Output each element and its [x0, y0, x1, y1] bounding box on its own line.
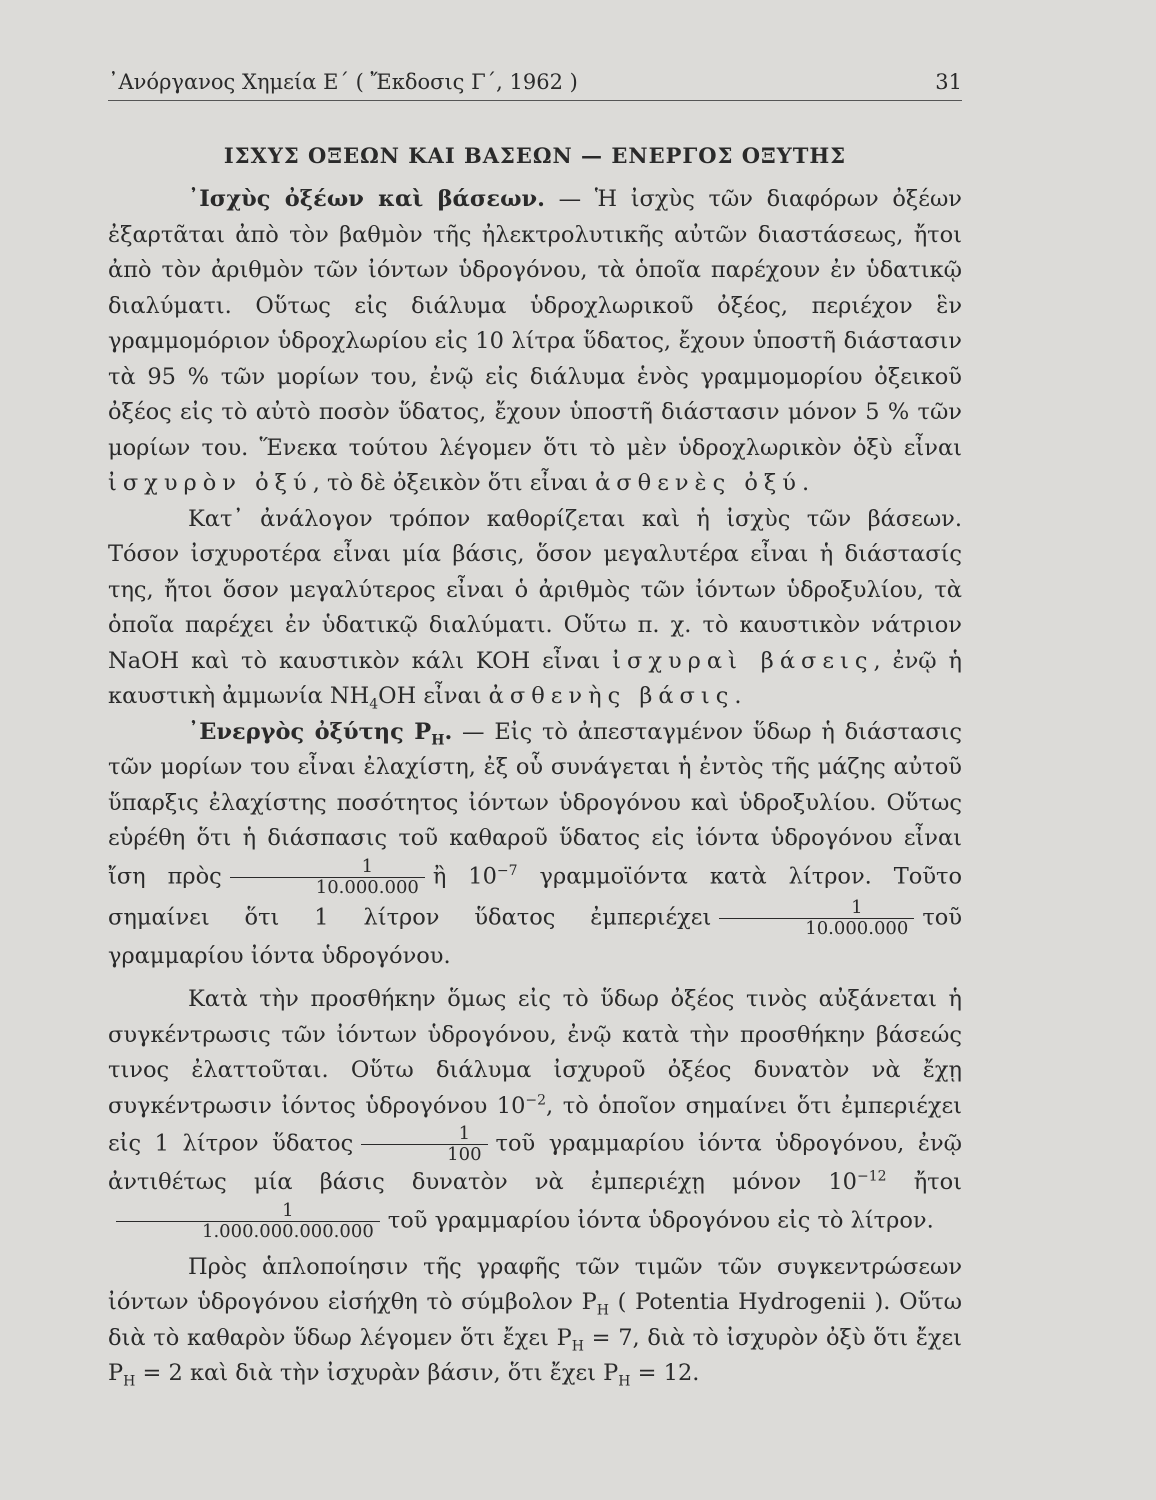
- text-run: Κατὰ τὴν προσθήκην ὅμως εἰς τὸ ὕδωρ ὀξέος τινὸς αὐξάνεται ἡ συγκέντρωσις τῶν ἰόντων ὑδρογόνου, ἐνῷ κατὰ τὴν προσθήκην βάσεώς τινος ἐλαττοῦται. Οὕτω διάλυμα ἰσχυροῦ ὀξέος δυνατὸν νὰ ἔχῃ συγκέντρωσιν ἰόντος ὑδρογόνου 10: [108, 986, 962, 1119]
- spaced-term: ἀσθενὲς ὀξύ: [595, 470, 802, 496]
- text-run: Κατ᾿ ἀνάλογον τρόπον καθορίζεται καὶ ἡ ἰσχὺς τῶν βάσεων. Τόσον ἰσχυροτέρα εἶναι μία βάσις, ὅσον μεγαλυτέρα εἶναι ἡ διάστασίς της, ἤτοι ὅσον μεγαλύτερος εἶναι ὁ ἀριθμὸς τῶν ἰόντων ὑδροξυλίου, τὰ ὁποῖα παρέχει ἐν ὑδατικῷ διαλύματι. Οὕτω π. χ. τὸ καυστικὸν νάτριον NaOH καὶ τὸ καυστικὸν κάλι KOH εἶναι: [108, 505, 962, 674]
- heading-dot: .: [444, 718, 453, 745]
- text-run: = 7, διὰ τὸ ἰσχυρὸν ὀξὺ ὅτι ἔχει P: [108, 1324, 963, 1386]
- superscript: −2: [525, 1092, 547, 1108]
- header-book-title: ᾿Ανόργανος Χημεία Ε΄ ( Ἔκδοσις Γ΄, 1962 ): [108, 70, 578, 94]
- fraction: [230, 857, 425, 898]
- spaced-term: ἀσθενὴς βάσις: [488, 683, 735, 709]
- heading-text: ᾿Ενεργὸς ὀξύτης P: [188, 718, 432, 745]
- section-title: ΙΣΧΥΣ ΟΞΕΩΝ ΚΑΙ ΒΑΣΕΩΝ — ΕΝΕΡΓΟΣ ΟΞΥΤΗΣ: [223, 143, 847, 168]
- paragraph-base-strength: [108, 502, 962, 715]
- subscript: 4: [369, 696, 379, 713]
- paragraph-active-acidity: [108, 715, 962, 975]
- paragraph-concentration: [108, 982, 962, 1242]
- paragraph-acid-base-strength: [108, 182, 962, 502]
- text-run: .: [734, 683, 742, 709]
- fraction-numerator: 1: [282, 1199, 294, 1221]
- fraction-denominator: 100: [361, 1144, 487, 1165]
- spaced-term: ἰσχυραὶ βάσεις: [612, 647, 874, 674]
- superscript: −12: [856, 1168, 887, 1185]
- paragraph-heading: ᾿Ισχὺς ὀξέων καὶ βάσεων.: [188, 186, 545, 212]
- fraction-numerator: 1: [361, 855, 374, 877]
- spaced-term: ἰσχυρὸν ὀξύ: [108, 470, 313, 496]
- paragraph-ph-symbol: [108, 1250, 962, 1392]
- subscript: H: [431, 732, 445, 748]
- subscript: H: [596, 1302, 609, 1319]
- fraction-numerator: 1: [458, 1123, 471, 1144]
- text-run: τοῦ γραμμαρίου ἰόντα ὑδρογόνου εἰς τὸ λίτρον.: [387, 1207, 934, 1233]
- subscript: H: [571, 1338, 584, 1354]
- text-run: ἢ 10: [432, 863, 497, 889]
- fraction-denominator: 1.000.000.000.000: [116, 1221, 380, 1242]
- text-run: , τὸ δὲ ὀξεικὸν ὅτι εἶναι: [312, 470, 596, 496]
- text-run: , ἐνῷ ἡ καυστικὴ ἀμμωνία NH: [108, 647, 962, 709]
- text-run: γραμμοϊόντα κατὰ λίτρον. Τοῦτο σημαίνει ὅτι 1 λίτρον ὕδατος ἐμπεριέχει: [108, 863, 962, 930]
- text-run: ἤτοι: [886, 1169, 962, 1195]
- running-header: [108, 70, 962, 101]
- text-run: = 2 καὶ διὰ τὴν ἰσχυρὰν βάσιν, ὅτι ἔχει P: [135, 1360, 619, 1386]
- text-run: ( Potentia Hydrogenii ). Οὕτω διὰ τὸ καθαρὸν ὕδωρ λέγομεν ὅτι ἔχει P: [108, 1289, 962, 1351]
- text-run: τοῦ γραμμαρίου ἰόντα ὑδρογόνου, ἐνῷ ἀντιθέτως μία βάσις δυνατὸν νὰ ἐμπεριέχῃ μόνον 10: [108, 1130, 962, 1195]
- subscript: H: [618, 1373, 631, 1390]
- paragraph-heading: [188, 718, 453, 748]
- text-run: τοῦ γραμμαρίου ἰόντα ὑδρογόνου.: [108, 904, 962, 969]
- page-number: 31: [935, 70, 962, 94]
- superscript: −7: [496, 862, 518, 879]
- text-run: — Εἰς τὸ ἀπεσταγμένον ὕδωρ ἡ διάστασις τῶν μορίων του εἶναι ἐλαχίστη, ἐξ οὗ συνάγεται ἡ ἐντὸς τῆς μάζης αὐτοῦ ὕπαρξις ἐλαχίστης ποσότητος ἰόντων ὑδρογόνου καὶ ὑδροξυλίου. Οὕτως εὑρέθη ὅτι ἡ διάσπασις τοῦ καθαροῦ ὕδατος εἰς ἰόντα ὑδρογόνου εἶναι ἴση πρὸς: [108, 718, 962, 889]
- fraction: [116, 1201, 380, 1242]
- text-run: .: [801, 470, 810, 496]
- text-run: Πρὸς ἁπλοποίησιν τῆς γραφῆς τῶν τιμῶν τῶν συγκεντρώσεων ἰόντων ὑδρογόνου εἰσήχθη τὸ σύμβολον P: [108, 1253, 962, 1315]
- fraction-denominator: 10.000.000: [719, 918, 914, 939]
- text-run: OH εἶναι: [378, 683, 489, 709]
- fraction: [361, 1124, 487, 1165]
- fraction-numerator: 1: [851, 896, 863, 918]
- fraction: [719, 898, 914, 939]
- text-run: = 12.: [630, 1360, 700, 1386]
- subscript: H: [123, 1373, 136, 1390]
- body-text: [108, 182, 962, 1392]
- text-run: , τὸ ὁποῖον σημαίνει ὅτι ἐμπεριέχει εἰς 1 λίτρον ὕδατος: [108, 1092, 962, 1157]
- text-run: — Ἡ ἰσχὺς τῶν διαφόρων ὀξέων ἐξαρτᾶται ἀπὸ τὸν βαθμὸν τῆς ἠλεκτρολυτικῆς αὐτῶν διαστάσεως, ἤτοι ἀπὸ τὸν ἀριθμὸν τῶν ἰόντων ὑδρογόνου, τὰ ὁποῖα παρέχουν ἐν ὑδατικῷ διαλύματι. Οὕτως εἰς διάλυμα ὑδροχλωρικοῦ ὀξέος, περιέχον ἓν γραμμομόριον ὑδροχλωρίου εἰς 10 λίτρα ὕδατος, ἔχουν ὑποστῆ διάστασιν τὰ 95 % τῶν μορίων του, ἐνῷ εἰς διάλυμα ἑνὸς γραμμομορίου ὀξεικοῦ ὀξέος εἰς τὸ αὐτὸ ποσὸν ὕδατος, ἔχουν ὑποστῆ διάστασιν μόνον 5 % τῶν μορίων του. Ἕνεκα τούτου λέγομεν ὅτι τὸ μὲν ὑδροχλωρικὸν ὀξὺ εἶναι: [108, 186, 962, 461]
- fraction-denominator: 10.000.000: [230, 877, 425, 898]
